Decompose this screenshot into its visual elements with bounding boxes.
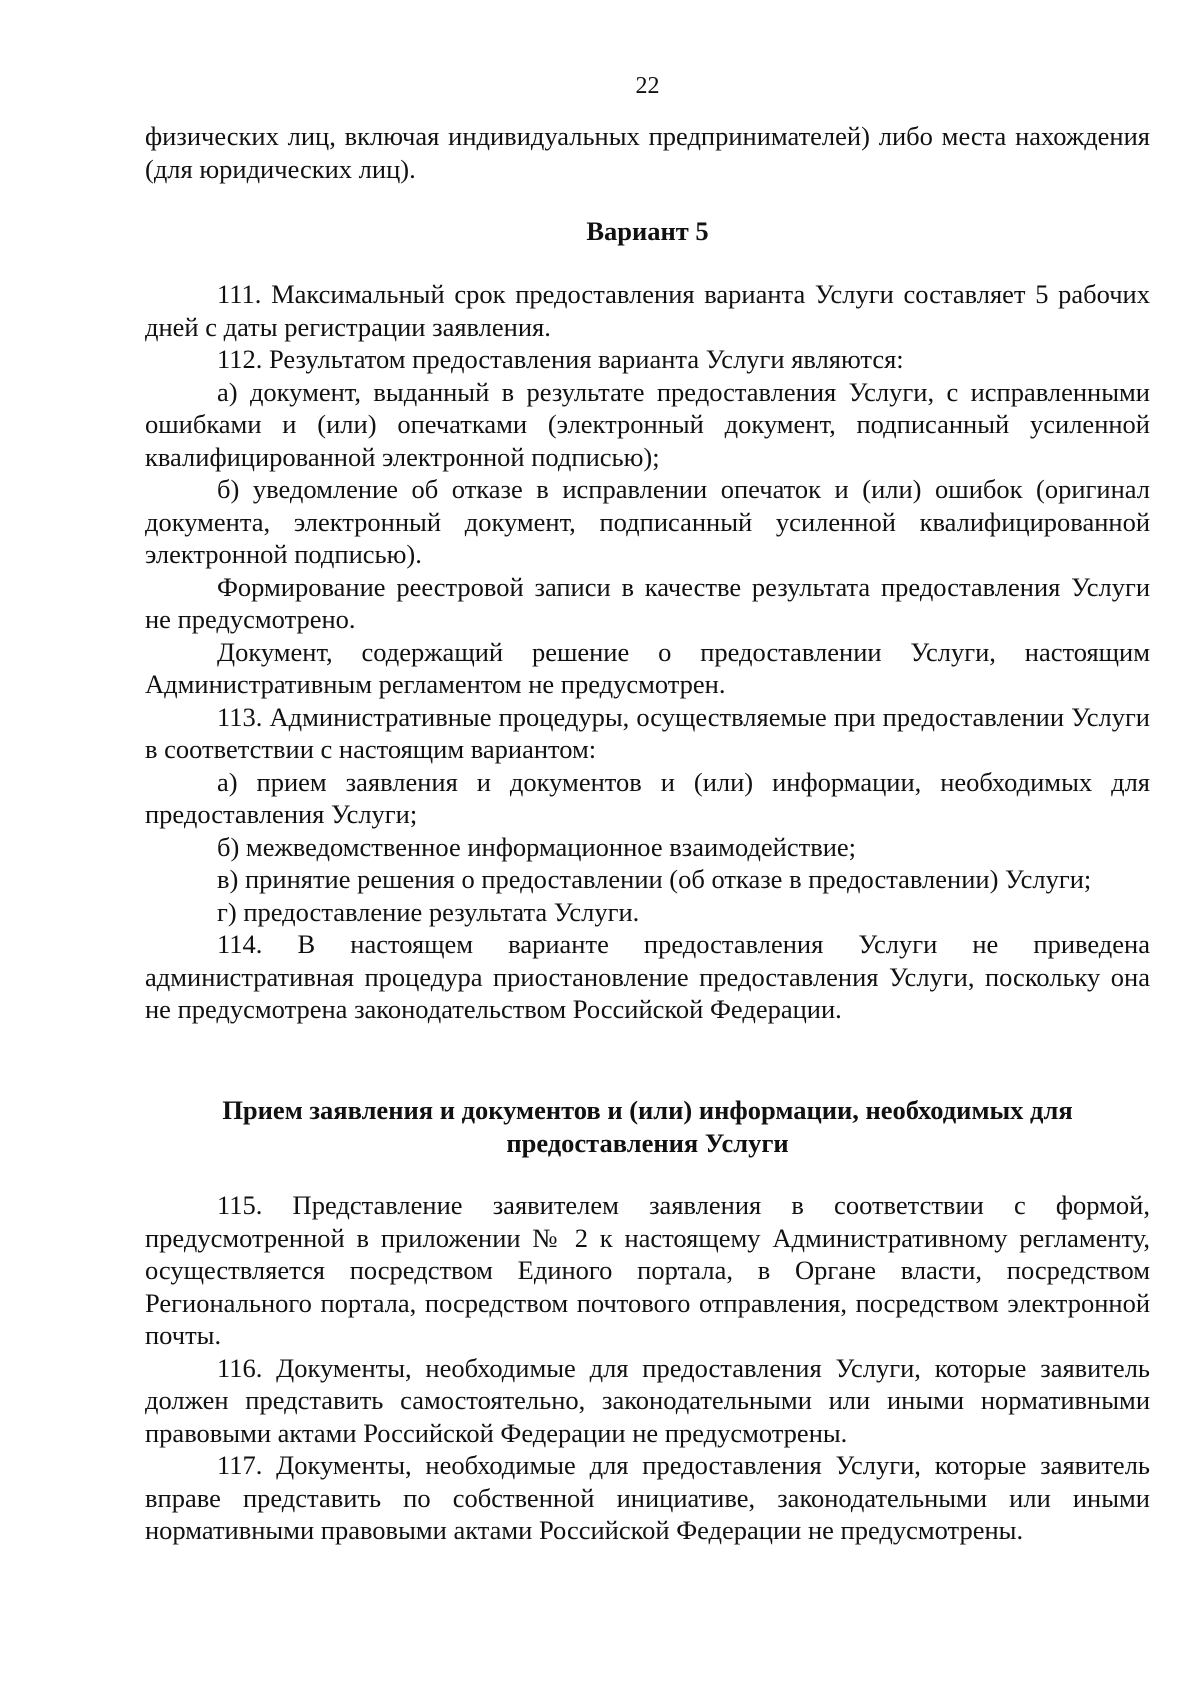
paragraph-decision-document: Документ, содержащий решение о предоставлении Услуги, настоящим Административным регламентом не предусмотрен. <box>145 636 1150 699</box>
continuation-block <box>145 120 1150 185</box>
paragraph-115: 115. Представление заявителем заявления в соответствии с формой, предусмотренной в приложении № 2 к настоящему Административному регламенту, осуществляется посредством Единого портала, в Органе власти, посредством Регионального портала, посредством почтового отправления, посредством электронной почты. <box>145 1190 1150 1350</box>
section-variant-5-body <box>145 278 1150 1026</box>
paragraph-117: 117. Документы, необходимые для предоставления Услуги, которые заявитель вправе представить по собственной инициативе, законодательными или иными нормативными правовыми актами Российской Федерации не предусмотрены. <box>145 1450 1150 1545</box>
page-number: 22 <box>635 73 660 99</box>
paragraph-113-g: г) предоставление результата Услуги. <box>217 896 640 927</box>
section-heading-line-1: Прием заявления и документов и (или) информации, необходимых для <box>222 1095 1073 1125</box>
section-variant-5-heading-block <box>145 215 1150 248</box>
paragraph-114: 114. В настоящем варианте предоставления Услуги не приведена административная процедура приостановление предоставления Услуги, поскольку она не предусмотрена законодательством Российской Федерации. <box>145 929 1150 1024</box>
section-application-heading-block <box>145 1094 1150 1159</box>
paragraph-continuation: физических лиц, включая индивидуальных предпринимателей) либо места нахождения (для юридических лиц). <box>145 121 1150 184</box>
section-heading-variant-5: Вариант 5 <box>586 216 709 246</box>
section-heading-line-2: предоставления Услуги <box>506 1127 789 1158</box>
paragraph-112: 112. Результатом предоставления варианта Услуги являются: <box>217 344 904 374</box>
paragraph-113-a: а) прием заявления и документов и (или) информации, необходимых для предоставления Услуги; <box>145 766 1150 829</box>
paragraph-112-a: а) документ, выданный в результате предоставления Услуги, с исправленными ошибками и (или) опечатками (электронный документ, подписанный усиленной квалифицированной электронной подписью); <box>145 376 1150 472</box>
paragraph-registry-record: Формирование реестровой записи в качестве результата предоставления Услуги не предусмотрено. <box>145 571 1150 634</box>
section-application-body <box>145 1189 1150 1547</box>
paragraph-111: 111. Максимальный срок предоставления варианта Услуги составляет 5 рабочих дней с даты регистрации заявления. <box>145 279 1150 342</box>
paragraph-116: 116. Документы, необходимые для предоставления Услуги, которые заявитель должен представить самостоятельно, законодательными или иными нормативными правовыми актами Российской Федерации не предусмотрены. <box>145 1352 1150 1448</box>
paragraph-113-b: б) межведомственное информационное взаимодействие; <box>217 831 857 862</box>
section-heading-application <box>145 1094 1150 1159</box>
paragraph-112-b: б) уведомление об отказе в исправлении опечаток и (или) ошибок (оригинал документа, электронный документ, подписанный усиленной квалифицированной электронной подписью). <box>145 474 1150 569</box>
paragraph-113: 113. Административные процедуры, осуществляемые при предоставлении Услуги в соответствии с настоящим вариантом: <box>145 701 1150 764</box>
paragraph-113-v: в) принятие решения о предоставлении (об отказе в предоставлении) Услуги; <box>217 864 1092 894</box>
